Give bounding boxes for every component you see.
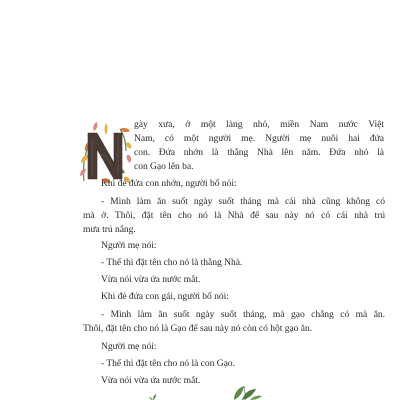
intro-line-1: gày xưa, ở một làng nhỏ, miền Nam nước Việt (134, 119, 384, 130)
paragraph-mother-says-1: Người mẹ nói: (101, 240, 157, 251)
intro-line-2: Nam, có một người mẹ. Người mẹ nuôi hai đứa (134, 133, 384, 144)
bottom-sprig-icon (149, 393, 157, 400)
paragraph-tears-1: Vừa nói vừa ứa nước mắt. (101, 274, 201, 285)
dropcap-letter-n (88, 133, 122, 179)
father-speech-2-line-1: - Mình làm ăn suốt ngày suốt tháng, mà gạo chẳng có mà ăn. (101, 309, 385, 320)
father-speech-1-line-2: mà ở. Thôi, đặt tên cho nó là Nhà để sau này nó có cái nhà trú (83, 210, 385, 221)
intro-line-4: con Gạo lên ba. (134, 161, 194, 172)
paragraph-tears-2: Vừa nói vừa ứa nước mắt. (101, 375, 201, 386)
bottom-leaves-icon (228, 383, 262, 400)
paragraph-father-says-1: Khi đẻ đứa con nhớn, người bố nói: (101, 178, 237, 189)
mother-speech-2: - Thế thì đặt tên cho nó là con Gạo. (101, 358, 235, 369)
father-speech-1-line-3: mưa trú nắng. (83, 224, 136, 235)
intro-line-3: con. Đứa nhớn là thằng Nhà lên năm. Đứa nhỏ là (134, 147, 384, 158)
paragraph-mother-says-2: Người mẹ nói: (101, 341, 157, 352)
father-speech-2-line-2: Thôi, đặt tên cho nó là Gạo để sau này nó còn có hột gạo ăn. (83, 323, 313, 334)
paragraph-father-says-2: Khi đẻ đứa con gái, người bố nói: (101, 291, 229, 302)
father-speech-1-line-1: - Mình làm ăn suốt ngày suốt tháng mà cái nhà cũng không có (101, 196, 385, 207)
mother-speech-1: - Thế thì đặt tên cho nó là thằng Nhà. (101, 257, 243, 268)
